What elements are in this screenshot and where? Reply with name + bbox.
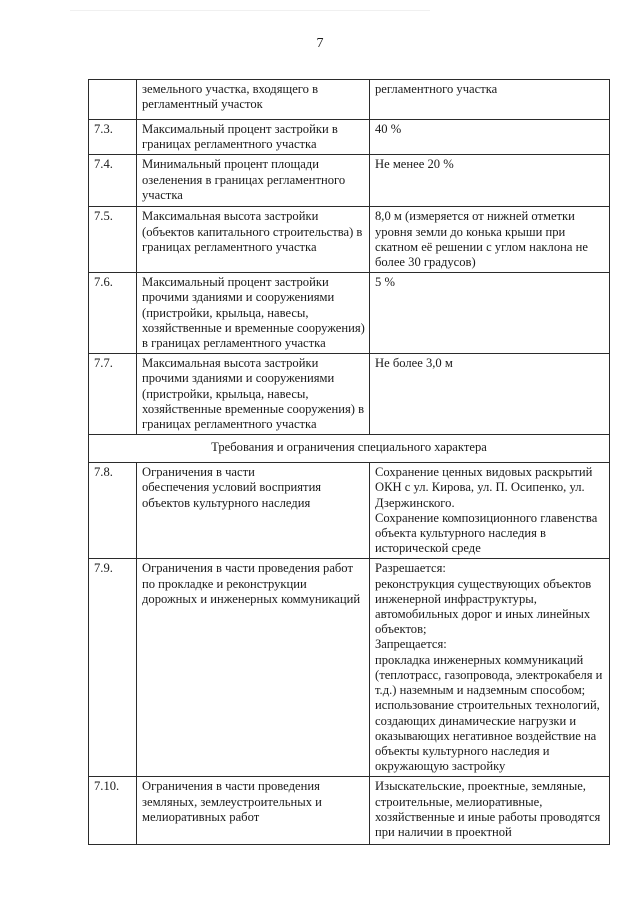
value-cell: Сохранение ценных видовых раскрытий ОКН с ул. Кирова, ул. П. Осипенко, ул. Дзержинского. Сохранение композиционного главенства объекта культурного наследия в исторической среде (370, 463, 610, 559)
value-cell: 8,0 м (измеряется от нижней отметки уровня земли до конька крыши при скатном её решении с углом наклона не более 30 градусов) (370, 207, 610, 273)
parameter-cell: Максимальный процент застройки в границах регламентного участка (137, 120, 370, 155)
row-number: 7.5. (89, 207, 137, 273)
table-row (89, 777, 610, 845)
row-number: 7.9. (89, 559, 137, 777)
parameter-cell: Ограничения в части проведения работ по прокладке и реконструкции дорожных и инженерных коммуникаций (137, 559, 370, 777)
parameter-cell: Максимальный процент застройки прочими зданиями и сооружениями (пристройки, крыльца, навесы, хозяйственные и временные сооружения) в границах регламентного участка (137, 273, 370, 354)
row-number: 7.8. (89, 463, 137, 559)
table-row (89, 463, 610, 559)
table-row (89, 273, 610, 354)
row-number: 7.6. (89, 273, 137, 354)
table-row (89, 155, 610, 207)
value-cell: регламентного участка (370, 80, 610, 120)
table-row (89, 559, 610, 777)
parameter-cell: земельного участка, входящего в регламентный участок (137, 80, 370, 120)
value-cell: Не менее 20 % (370, 155, 610, 207)
table-row (89, 80, 610, 120)
parameter-cell: Ограничения в части обеспечения условий восприятия объектов культурного наследия (137, 463, 370, 559)
table-row (89, 120, 610, 155)
value-cell: 40 % (370, 120, 610, 155)
scan-edge (70, 0, 430, 11)
row-number: 7.7. (89, 354, 137, 435)
table-row (89, 354, 610, 435)
row-number: 7.10. (89, 777, 137, 845)
table-row (89, 207, 610, 273)
page-number: 7 (316, 36, 324, 51)
value-cell: Изыскательские, проектные, земляные, строительные, мелиоративные, хозяйственные и иные работы проводятся при наличии в проектной (370, 777, 610, 845)
value-cell: Разрешается: реконструкция существующих объектов инженерной инфраструктуры, автомобильных дорог и иных линейных объектов; Запрещается: прокладка инженерных коммуникаций (теплотрасс, газопровода, электрокабеля и т.д.) наземным и надземным способом; использование строительных технологий, создающих динамические нагрузки и оказывающих негативное воздействие на объекты культурного наследия и окружающую застройку (370, 559, 610, 777)
value-cell: 5 % (370, 273, 610, 354)
section-header: Требования и ограничения специального характера (89, 435, 610, 463)
parameter-cell: Минимальный процент площади озеленения в границах регламентного участка (137, 155, 370, 207)
parameter-cell: Ограничения в части проведения земляных, землеустроительных и мелиоративных работ (137, 777, 370, 845)
row-number: 7.4. (89, 155, 137, 207)
regulations-table (88, 79, 610, 845)
row-number (89, 80, 137, 120)
value-cell: Не более 3,0 м (370, 354, 610, 435)
parameter-cell: Максимальная высота застройки (объектов капитального строительства) в границах регламентного участка (137, 207, 370, 273)
parameter-cell: Максимальная высота застройки прочими зданиями и сооружениями (пристройки, крыльца, навесы, хозяйственные временные сооружения) в границах регламентного участка (137, 354, 370, 435)
section-row (89, 435, 610, 463)
row-number: 7.3. (89, 120, 137, 155)
